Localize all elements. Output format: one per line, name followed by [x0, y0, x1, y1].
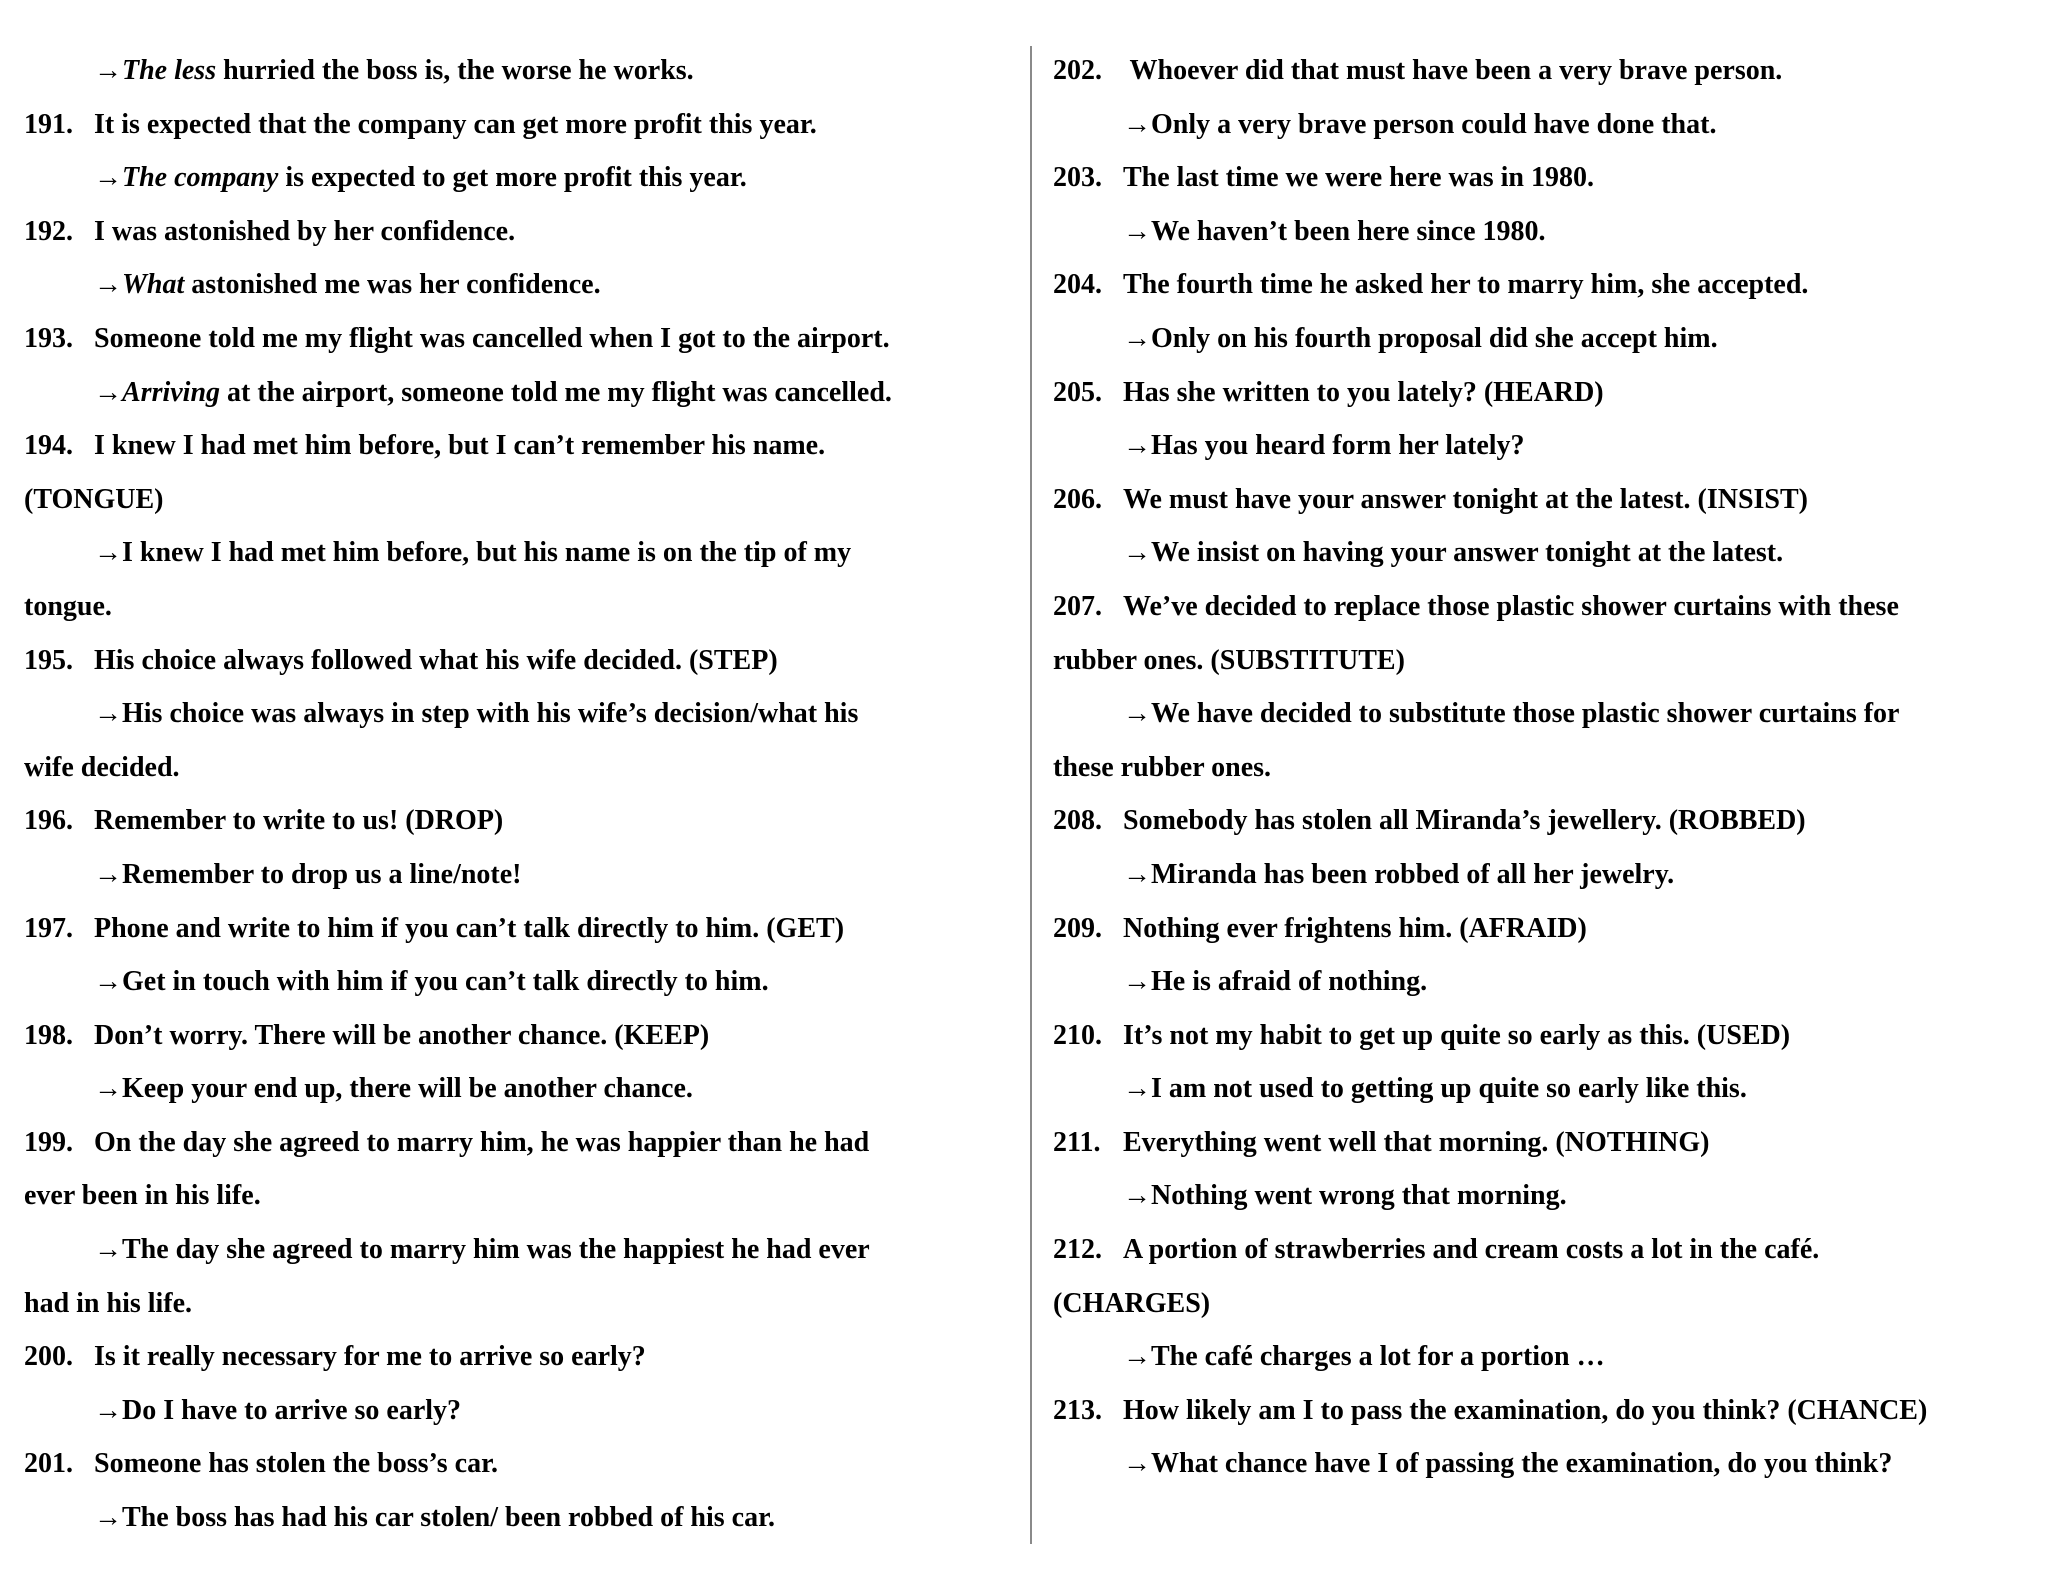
- question-text: On the day she agreed to marry him, he was happier than he had: [94, 1126, 870, 1158]
- answer-line: [24, 151, 1009, 205]
- answer-line: [24, 526, 1009, 580]
- question-text: Has she written to you lately? (HEARD): [1123, 376, 1604, 408]
- question-number: 198.: [24, 1019, 73, 1051]
- question-text: His choice always followed what his wife decided. (STEP): [94, 644, 778, 676]
- question-line: [1053, 151, 2028, 205]
- question-text: Remember to write to us! (DROP): [94, 805, 504, 837]
- question-text: We must have your answer tonight at the latest. (INSIST): [1123, 483, 1808, 515]
- arrow-icon: →: [94, 1234, 122, 1266]
- question-text: Nothing ever frightens him. (AFRAID): [1123, 912, 1587, 944]
- answer-keyword: The company: [122, 162, 279, 194]
- arrow-icon: →: [1123, 322, 1151, 354]
- arrow-icon: →: [94, 698, 122, 730]
- column-divider: [1030, 46, 1032, 1544]
- right-column: [1053, 44, 2028, 1491]
- answer-text: hurried the boss is, the worse he works.: [216, 55, 694, 86]
- arrow-icon: →: [1123, 537, 1151, 569]
- question-line: [1053, 1116, 2028, 1170]
- question-line: [1053, 366, 2028, 420]
- answer-text: Remember to drop us a line/note!: [122, 858, 522, 890]
- question-line: [1053, 580, 2028, 634]
- answer-line: [24, 1062, 1009, 1116]
- question-number: 206.: [1053, 483, 1102, 515]
- answer-text: I am not used to getting up quite so early like this.: [1151, 1073, 1747, 1105]
- arrow-icon: →: [1123, 1448, 1151, 1480]
- question-line: [24, 794, 1009, 848]
- continuation-line: tongue.: [24, 590, 112, 622]
- answer-line: [24, 44, 1009, 98]
- question-line: [24, 419, 1009, 473]
- question-text: I was astonished by her confidence.: [94, 215, 516, 247]
- answer-line: [1053, 419, 2028, 473]
- arrow-icon: →: [94, 269, 122, 301]
- question-text: Someone told me my flight was cancelled when I got to the airport.: [94, 322, 890, 354]
- arrow-icon: →: [94, 537, 122, 569]
- arrow-icon: →: [94, 1394, 122, 1426]
- answer-line: [24, 955, 1009, 1009]
- answer-text: Miranda has been robbed of all her jewelry.: [1151, 858, 1675, 890]
- continuation-line: these rubber ones.: [1053, 751, 1272, 783]
- question-text: The last time we were here was in 1980.: [1123, 162, 1594, 194]
- question-number: 201.: [24, 1448, 73, 1480]
- question-line: [1053, 44, 2028, 98]
- answer-line: [1053, 98, 2028, 152]
- question-line: [1053, 794, 2028, 848]
- arrow-icon: →: [1123, 698, 1151, 730]
- answer-text: Only a very brave person could have done that.: [1151, 108, 1717, 140]
- left-column: [24, 44, 1009, 1545]
- question-number: 205.: [1053, 376, 1102, 408]
- answer-text: is expected to get more profit this year.: [278, 162, 747, 194]
- answer-text: We have decided to substitute those plastic shower curtains for: [1151, 698, 1900, 730]
- continuation-line: ever been in his life.: [24, 1180, 261, 1212]
- arrow-icon: →: [1123, 430, 1151, 462]
- answer-text: astonished me was her confidence.: [184, 269, 601, 301]
- question-number: 195.: [24, 644, 73, 676]
- answer-line: [24, 1384, 1009, 1438]
- question-number: 197.: [24, 912, 73, 944]
- question-number: 213.: [1053, 1394, 1102, 1426]
- question-text: A portion of strawberries and cream costs a lot in the café.: [1123, 1234, 1820, 1266]
- question-text: How likely am I to pass the examination, do you think? (CHANCE): [1123, 1394, 1928, 1426]
- answer-line: [24, 366, 1009, 420]
- answer-text: Do I have to arrive so early?: [122, 1394, 462, 1426]
- question-number: 203.: [1053, 162, 1102, 194]
- arrow-icon: →: [94, 966, 122, 998]
- arrow-icon: →: [1123, 1073, 1151, 1105]
- question-text: It’s not my habit to get up quite so early as this. (USED): [1123, 1019, 1791, 1051]
- arrow-icon: →: [94, 858, 122, 890]
- question-text: Everything went well that morning. (NOTHING): [1123, 1126, 1710, 1158]
- question-text: I knew I had met him before, but I can’t remember his name.: [94, 430, 826, 462]
- question-number: 194.: [24, 430, 73, 462]
- question-number: 210.: [1053, 1019, 1102, 1051]
- question-line: [1053, 1384, 2028, 1438]
- continuation-line: (TONGUE): [24, 483, 164, 515]
- answer-text: We haven’t been here since 1980.: [1151, 215, 1546, 247]
- arrow-icon: →: [94, 162, 122, 194]
- answer-text: We insist on having your answer tonight at the latest.: [1151, 537, 1784, 569]
- question-number: 211.: [1053, 1126, 1101, 1158]
- question-number: 209.: [1053, 912, 1102, 944]
- answer-line: [24, 258, 1009, 312]
- answer-text: Keep your end up, there will be another chance.: [122, 1073, 693, 1105]
- answer-text: What chance have I of passing the examination, do you think?: [1151, 1448, 1893, 1480]
- continuation-line: rubber ones. (SUBSTITUTE): [1053, 644, 1405, 676]
- question-line: [1053, 258, 2028, 312]
- question-number: 193.: [24, 322, 73, 354]
- question-number: 208.: [1053, 805, 1102, 837]
- question-text: Don’t worry. There will be another chance. (KEEP): [94, 1019, 710, 1051]
- arrow-icon: →: [94, 1073, 122, 1105]
- answer-line: [1053, 526, 2028, 580]
- question-text: It is expected that the company can get more profit this year.: [94, 108, 817, 140]
- answer-line: [1053, 312, 2028, 366]
- arrow-icon: →: [94, 55, 122, 86]
- question-text: The fourth time he asked her to marry him, she accepted.: [1123, 269, 1809, 301]
- answer-keyword: The less: [122, 55, 217, 86]
- question-line: [24, 634, 1009, 688]
- arrow-icon: →: [1123, 215, 1151, 247]
- question-line: [1053, 1223, 2028, 1277]
- arrow-icon: →: [1123, 108, 1151, 140]
- question-text: Someone has stolen the boss’s car.: [94, 1448, 498, 1480]
- answer-text: Has you heard form her lately?: [1151, 430, 1525, 462]
- answer-text: He is afraid of nothing.: [1151, 966, 1428, 998]
- answer-line: [1053, 848, 2028, 902]
- question-number: 192.: [24, 215, 73, 247]
- question-text: Is it really necessary for me to arrive so early?: [94, 1341, 646, 1373]
- answer-line: [24, 848, 1009, 902]
- answer-line: [1053, 1062, 2028, 1116]
- answer-line: [1053, 955, 2028, 1009]
- question-text: We’ve decided to replace those plastic shower curtains with these: [1123, 590, 1899, 622]
- answer-text: Get in touch with him if you can’t talk directly to him.: [122, 966, 769, 998]
- answer-line: [1053, 1330, 2028, 1384]
- question-line: [24, 1009, 1009, 1063]
- question-line: [24, 1437, 1009, 1491]
- arrow-icon: →: [1123, 1180, 1151, 1212]
- arrow-icon: →: [1123, 966, 1151, 998]
- question-text: Whoever did that must have been a very brave person.: [1123, 55, 1783, 86]
- answer-line: [24, 1491, 1009, 1545]
- answer-text: at the airport, someone told me my flight was cancelled.: [220, 376, 892, 408]
- question-number: 212.: [1053, 1234, 1102, 1266]
- question-line: [24, 1116, 1009, 1170]
- question-number: 199.: [24, 1126, 73, 1158]
- question-number: 204.: [1053, 269, 1102, 301]
- arrow-icon: →: [1123, 858, 1151, 890]
- continuation-line: wife decided.: [24, 751, 180, 783]
- answer-text: The boss has had his car stolen/ been robbed of his car.: [122, 1502, 775, 1534]
- continuation-line: had in his life.: [24, 1287, 193, 1319]
- answer-line: [1053, 205, 2028, 259]
- answer-line: [24, 687, 1009, 741]
- question-line: [24, 312, 1009, 366]
- question-line: [1053, 1009, 2028, 1063]
- question-number: 191.: [24, 108, 73, 140]
- answer-text: The day she agreed to marry him was the happiest he had ever: [122, 1234, 870, 1266]
- answer-text: I knew I had met him before, but his name is on the tip of my: [122, 537, 852, 569]
- question-number: 200.: [24, 1341, 73, 1373]
- arrow-icon: →: [94, 376, 122, 408]
- answer-line: [1053, 687, 2028, 741]
- question-number: 196.: [24, 805, 73, 837]
- question-number: 202.: [1053, 55, 1102, 86]
- arrow-icon: →: [94, 1502, 122, 1534]
- continuation-line: (CHARGES): [1053, 1287, 1211, 1319]
- question-number: 207.: [1053, 590, 1102, 622]
- question-line: [24, 98, 1009, 152]
- question-line: [24, 902, 1009, 956]
- question-line: [24, 205, 1009, 259]
- answer-text: Only on his fourth proposal did she accept him.: [1151, 322, 1718, 354]
- question-line: [24, 1330, 1009, 1384]
- question-text: Somebody has stolen all Miranda’s jewellery. (ROBBED): [1123, 805, 1806, 837]
- question-line: [1053, 902, 2028, 956]
- question-line: [1053, 473, 2028, 527]
- answer-keyword: What: [122, 269, 185, 301]
- answer-keyword: Arriving: [122, 376, 221, 408]
- arrow-icon: →: [1123, 1341, 1151, 1373]
- answer-text: Nothing went wrong that morning.: [1151, 1180, 1567, 1212]
- answer-line: [1053, 1169, 2028, 1223]
- answer-line: [24, 1223, 1009, 1277]
- answer-text: His choice was always in step with his wife’s decision/what his: [122, 698, 859, 730]
- answer-line: [1053, 1437, 2028, 1491]
- answer-text: The café charges a lot for a portion …: [1151, 1341, 1605, 1373]
- question-text: Phone and write to him if you can’t talk directly to him. (GET): [94, 912, 845, 944]
